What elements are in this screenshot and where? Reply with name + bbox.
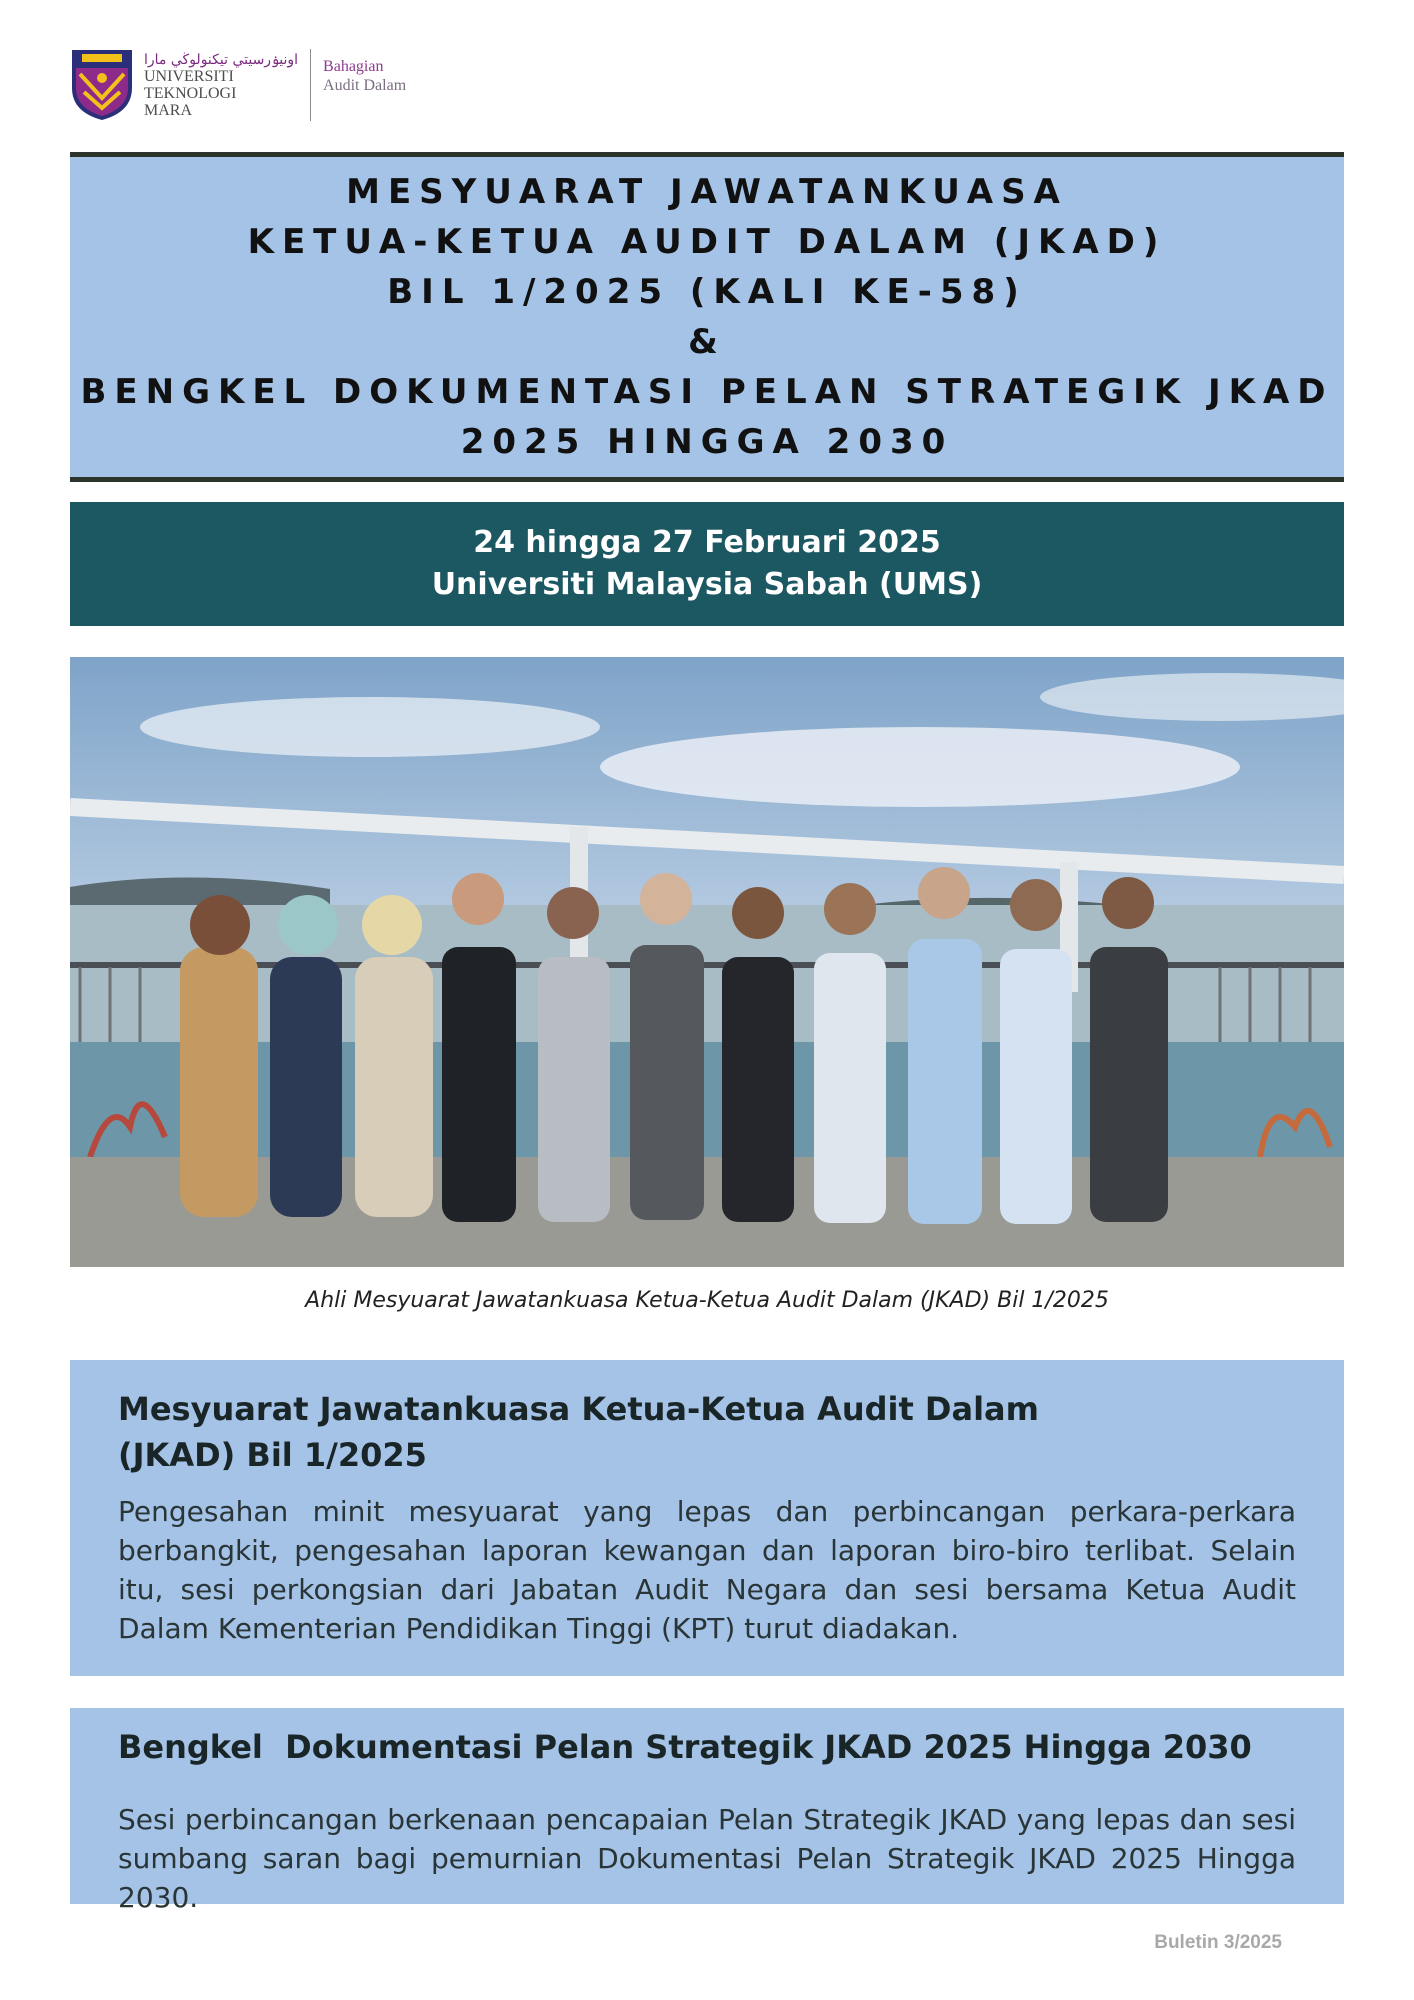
department-name <box>323 57 406 95</box>
logo-divider <box>310 49 311 121</box>
section-title-line: (JKAD) Bil 1/2025 <box>118 1436 427 1474</box>
title-line: KETUA-KETUA AUDIT DALAM (JKAD) <box>247 222 1167 262</box>
date-venue-banner <box>70 502 1344 626</box>
section-jkad-meeting <box>70 1360 1344 1676</box>
department-line: Bahagian <box>323 58 384 75</box>
title-line: & <box>688 322 726 362</box>
event-venue: Universiti Malaysia Sabah (UMS) <box>431 567 983 602</box>
title-banner <box>70 152 1344 482</box>
section-body: Pengesahan minit mesyuarat yang lepas dan perbincangan perkara-perkara berbangkit, pengesahan laporan kewangan dan laporan biro-biro terlibat. Selain itu, sesi perkongsian dari Jabatan Audit Negara dan sesi bersama Ketua Audit Dalam Kementerian Pendidikan Tinggi (KPT) turut diadakan. <box>118 1495 1296 1645</box>
logo-name-line: MARA <box>144 101 193 119</box>
section-title <box>118 1386 1296 1478</box>
uitm-crest-icon <box>70 48 134 122</box>
title-line: MESYUARAT JAWATANKUASA <box>346 172 1068 212</box>
people-silhouettes <box>180 867 1168 1224</box>
bulletin-number: Buletin 3/2025 <box>1154 1932 1282 1953</box>
photo-caption: Ahli Mesyuarat Jawatankuasa Ketua-Ketua Audit Dalam (JKAD) Bil 1/2025 <box>305 1288 1109 1313</box>
header <box>70 44 406 126</box>
title-line: BIL 1/2025 (KALI KE-58) <box>387 272 1027 312</box>
group-photo <box>70 657 1344 1267</box>
title-line: BENGKEL DOKUMENTASI PELAN STRATEGIK JKAD <box>80 372 1334 412</box>
section-title-line: Mesyuarat Jawatankuasa Ketua-Ketua Audit Dalam <box>118 1390 1039 1428</box>
logo-name-line: TEKNOLOGI <box>144 84 237 102</box>
department-line: Audit Dalam <box>323 77 407 94</box>
section-title-line: Bengkel Dokumentasi Pelan Strategik JKAD 2025 Hingga 2030 <box>118 1728 1252 1766</box>
logo-jawi-text: اونيۏرسيتي تيكنولوڬي مارا <box>144 51 299 68</box>
section-body: Sesi perbincangan berkenaan pencapaian Pelan Strategik JKAD yang lepas dan sesi sumbang saran bagi pemurnian Dokumentasi Pelan Strategik JKAD 2025 Hingga 2030. <box>118 1803 1296 1914</box>
logo-text <box>144 52 298 119</box>
group-photo-illustration <box>70 657 1344 1267</box>
title-line: 2025 HINGGA 2030 <box>460 422 954 462</box>
section-title <box>118 1724 1296 1770</box>
event-date: 24 hingga 27 Februari 2025 <box>473 525 941 560</box>
section-strategic-workshop <box>70 1708 1344 1914</box>
logo-name-line: UNIVERSITI <box>144 67 234 85</box>
